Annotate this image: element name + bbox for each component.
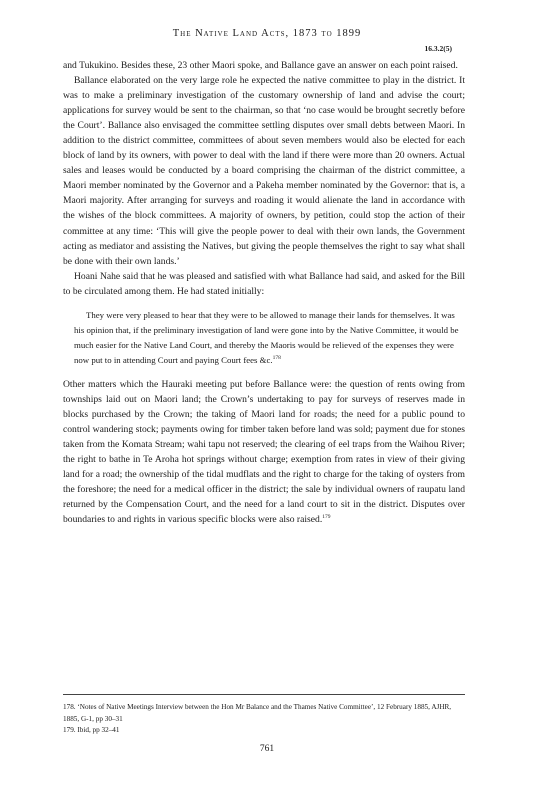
body-text — [63, 58, 465, 527]
block-quote — [63, 308, 465, 368]
footnote-178: 178. ‘Notes of Native Meetings Interview between the Hon Mr Balance and the Thames Native Committee’, 12 February 1885, AJHR, 1885, G-1, pp 30–31 — [63, 703, 452, 723]
paragraph-2: Ballance elaborated on the very large role he expected the native committee to play in the district. It was to make a preliminary investigation of the customary ownership of land and advise the court; applications for survey would be sent to the chairman, so that ‘no case would be brought secretly before the Court’. Ballance also envisaged the committee settling disputes over small debts between Maori. In addition to the district committee, committees of about seven members would also be elected for each block of land by its owners, with power to deal with the land if there were more than 20 owners. Actual sales and leases would be conducted by a board comprising the chairman of the district committee, a Maori member nominated by the Governor and a Pakeha member nominated by the Governor: that is, a Maori majority. After arranging for surveys and roading it would alienate the land in accordance with the wishes of the block committees. A majority of owners, by petition, could stop the action of their committee at any time: ‘This will give the people power to deal with their own lands, the Government acting as mediator and assisting the Natives, but giving the people themselves the right to say what shall be done with their own lands.’ — [63, 75, 465, 267]
footnote-179: 179. Ibid, pp 32–41 — [63, 726, 120, 735]
section-number: 16.3.2(5) — [424, 44, 452, 53]
paragraph-4 — [63, 377, 465, 527]
footnote-ref-178[interactable]: 178 — [272, 354, 281, 361]
paragraph-1: and Tukukino. Besides these, 23 other Maori spoke, and Ballance gave an answer on each point raised. — [63, 60, 458, 71]
page-number: 761 — [259, 744, 275, 754]
footnote-divider — [63, 694, 465, 695]
running-head: The Native Land Acts, 1873 to 1899 — [172, 28, 362, 39]
quote-text: They were very pleased to hear that they were to be allowed to manage their lands for themselves. It was his opinion that, if the preliminary investigation of land were gone into by the Native Committee, it would be much easier for the Native Land Court, and thereby the Maoris would be relieved of the expenses they were now put to in attending Court and paying Court fees &c. — [74, 309, 459, 365]
paragraph-3: Hoani Nahe said that he was pleased and satisfied with what Ballance had said, and asked for the Bill to be circulated among them. He had stated initially: — [63, 270, 465, 297]
footnote-ref-179[interactable]: 179 — [322, 514, 331, 521]
paragraph-4-text: Other matters which the Hauraki meeting put before Ballance were: the question of rents owing from townships laid out on Maori land; the Crown’s undertaking to pay for surveys of reserves made in blocks purchased by the Crown; the taking of Maori land for roads; the need for a public pound to control wandering stock; payments owing for timber taken before land was sold; payment due for stones taken from the Komata Stream; wahi tapu not reserved; the clearing of eel traps from the Waihou River; the right to bathe in Te Aroha hot springs without charge; exemption from rates in view of their giving land for a road; the ownership of the tidal mudflats and the right to charge for the taking of oysters from the foreshore; the need for a medical officer in the district; the sale by individual owners of raupatu land returned by the Compensation Court, and the need for a land court to sit in the district. Disputes over boundaries to and rights in various specific blocks were also raised. — [63, 378, 465, 526]
footnotes — [63, 702, 465, 737]
